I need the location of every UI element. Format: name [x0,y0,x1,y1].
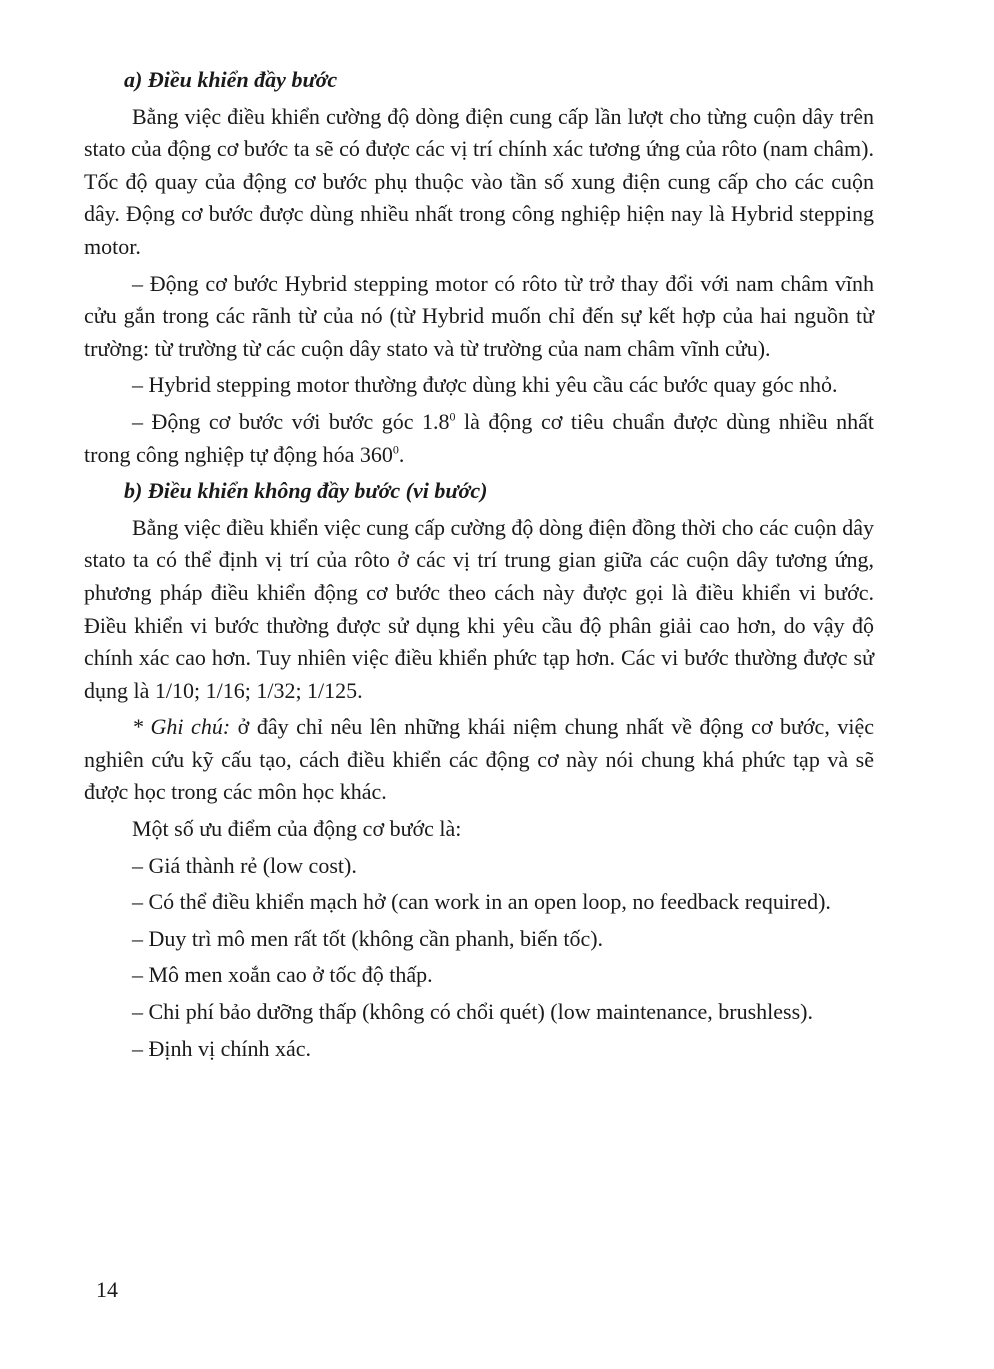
section-b-paragraph-1: Bằng việc điều khiển việc cung cấp cường độ dòng điện đồng thời cho các cuộn dây stato ta có thể định vị trí của rôto ở các vị trí trung gian giữa các cuộn dây tương ứng, phương pháp điều khiển động cơ bước theo cách này được gọi là điều khiển vi bước. Điều khiển vi bước thường được sử dụng khi yêu cầu độ phân giải cao hơn, do vậy độ chính xác cao hơn. Tuy nhiên việc điều khiển phức tạp hơn. Các vi bước thường được sử dụng là 1/10; 1/16; 1/32; 1/125. [84,514,874,703]
degree-superscript-1: 0 [449,409,456,424]
section-a-paragraph-4 [84,406,874,471]
paragraph-4-text-start: – Động cơ bước với bước góc 1.8 [132,408,450,434]
paragraph-4-text-end: . [398,441,405,467]
advantage-item: – Chi phí bảo dưỡng thấp (không có chổi quét) (low maintenance, brushless). [132,999,813,1025]
section-a-heading: a) Điều khiển đầy bước [124,67,338,92]
note-text: ở đây chỉ nêu lên những khái niệm chung nhất về động cơ bước, việc nghiên cứu kỹ cấu tạo, cách điều khiển các động cơ này nói chung khá phức tạp và sẽ được học trong các môn học khác. [84,714,874,805]
advantage-item: – Mô men xoắn cao ở tốc độ thấp. [132,962,433,988]
advantage-item: – Duy trì mô men rất tốt (không cần phanh, biến tốc). [132,925,604,951]
degree-superscript-2: 0 [392,442,399,457]
advantages-intro: Một số ưu điểm của động cơ bước là: [132,816,462,842]
advantage-item: – Có thể điều khiển mạch hở (can work in an open loop, no feedback required). [132,889,831,915]
note-paragraph [84,711,874,809]
section-a-paragraph-1: Bằng việc điều khiển cường độ dòng điện cung cấp lần lượt cho từng cuộn dây trên stato của động cơ bước ta sẽ có được các vị trí chính xác tương ứng của rôto (nam châm). Tốc độ quay của động cơ bước phụ thuộc vào tần số xung điện cung cấp cho các cuộn dây. Động cơ bước được dùng nhiều nhất trong công nghiệp hiện nay là Hybrid stepping motor. [84,103,874,259]
advantage-item: – Giá thành rẻ (low cost). [132,852,357,878]
note-label: * Ghi chú: [132,714,231,740]
section-a-paragraph-2: – Động cơ bước Hybrid stepping motor có rôto từ trở thay đổi với nam châm vĩnh cửu gắn trong các rãnh từ của nó (từ Hybrid muốn chỉ đến sự kết hợp của hai nguồn từ trường: từ trường từ các cuộn dây stato và từ trường của nam châm vĩnh cửu). [84,270,874,361]
advantage-item: – Định vị chính xác. [132,1035,312,1061]
paragraph-4-text-middle: là động cơ tiêu chuẩn được dùng nhiều nhất trong công nghiệp tự động hóa 360 [84,408,874,467]
section-b-heading: b) Điều khiển không đầy bước (vi bước) [124,478,488,504]
page-number: 14 [96,1277,118,1302]
page-content [84,64,874,1069]
section-a-paragraph-3: – Hybrid stepping motor thường được dùng khi yêu cầu các bước quay góc nhỏ. [132,372,838,398]
